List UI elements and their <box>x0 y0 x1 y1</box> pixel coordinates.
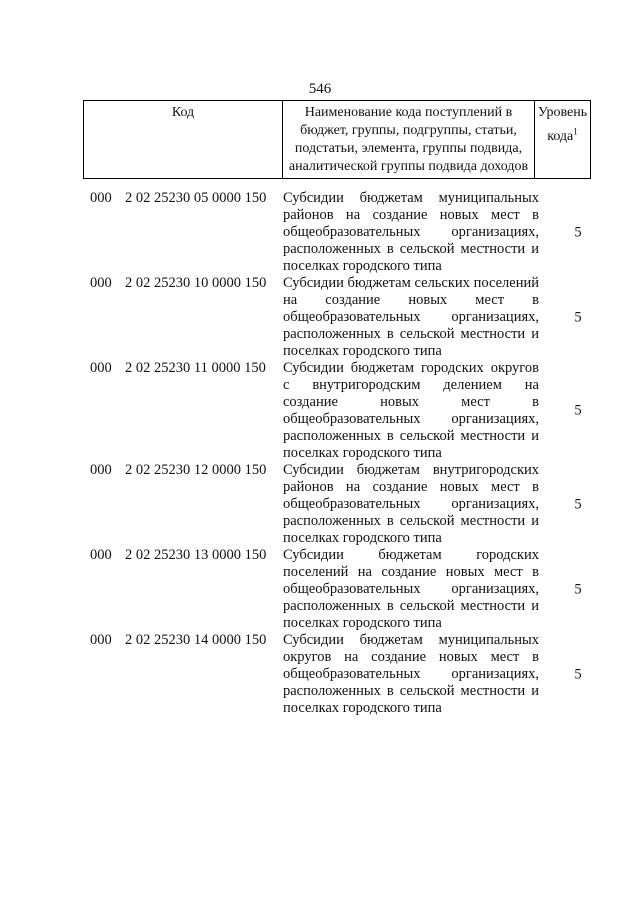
table-row <box>0 632 640 717</box>
table-header <box>83 100 591 179</box>
table-row <box>0 547 640 632</box>
code-level: 5 <box>574 309 582 325</box>
table-row <box>0 462 640 547</box>
header-row <box>84 101 591 179</box>
header-level <box>535 101 591 179</box>
code-level: 5 <box>574 581 582 597</box>
code-level: 5 <box>574 224 582 240</box>
header-code: Код <box>84 101 283 179</box>
header-level-label: Уровень кода <box>537 105 588 144</box>
revenue-name: Субсидии бюджетам муниципальных округов на создание новых мест в общеобразовательных организациях, расположенных в сельской местности и поселках городского типа <box>283 632 539 716</box>
revenue-name: Субсидии бюджетам городских поселений на создание новых мест в общеобразовательных организациях, расположенных в сельской местности и поселках городского типа <box>283 547 539 631</box>
admin-code: 000 <box>90 462 112 478</box>
page-number: 546 <box>308 81 332 97</box>
table-row <box>0 360 640 462</box>
revenue-code: 2 02 25230 13 0000 150 <box>125 547 267 563</box>
admin-code: 000 <box>90 547 112 563</box>
admin-code: 000 <box>90 360 112 376</box>
admin-code: 000 <box>90 632 112 648</box>
revenue-code: 2 02 25230 11 0000 150 <box>125 360 266 376</box>
footnote-marker: 1 <box>573 126 578 136</box>
header-name: Наименование кода поступлений в бюджет, группы, подгруппы, статьи, подстатьи, элемента, группы подвида, аналитической группы подвида доходов <box>283 101 535 179</box>
code-level: 5 <box>574 666 582 682</box>
table-row <box>0 190 640 275</box>
revenue-name: Субсидии бюджетам городских округов с внутригородским делением на создание новых мест в общеобразовательных организациях, расположенных в сельской местности и поселках городского типа <box>283 360 539 461</box>
revenue-code: 2 02 25230 12 0000 150 <box>125 462 267 478</box>
revenue-name: Субсидии бюджетам сельских поселений на создание новых мест в общеобразовательных организациях, расположенных в сельской местности и поселках городского типа <box>283 275 539 359</box>
admin-code: 000 <box>90 275 112 291</box>
revenue-name: Субсидии бюджетам внутригородских районов на создание новых мест в общеобразовательных организациях, расположенных в сельской местности и поселках городского типа <box>283 462 539 546</box>
revenue-code: 2 02 25230 05 0000 150 <box>125 190 267 206</box>
revenue-name: Субсидии бюджетам муниципальных районов на создание новых мест в общеобразовательных организациях, расположенных в сельской местности и поселках городского типа <box>283 190 539 274</box>
code-level: 5 <box>574 402 582 419</box>
code-level: 5 <box>574 496 582 512</box>
revenue-code: 2 02 25230 14 0000 150 <box>125 632 267 648</box>
revenue-code: 2 02 25230 10 0000 150 <box>125 275 267 291</box>
table-body <box>0 190 640 717</box>
table-row <box>0 275 640 360</box>
admin-code: 000 <box>90 190 112 206</box>
header-level-text <box>538 105 587 144</box>
